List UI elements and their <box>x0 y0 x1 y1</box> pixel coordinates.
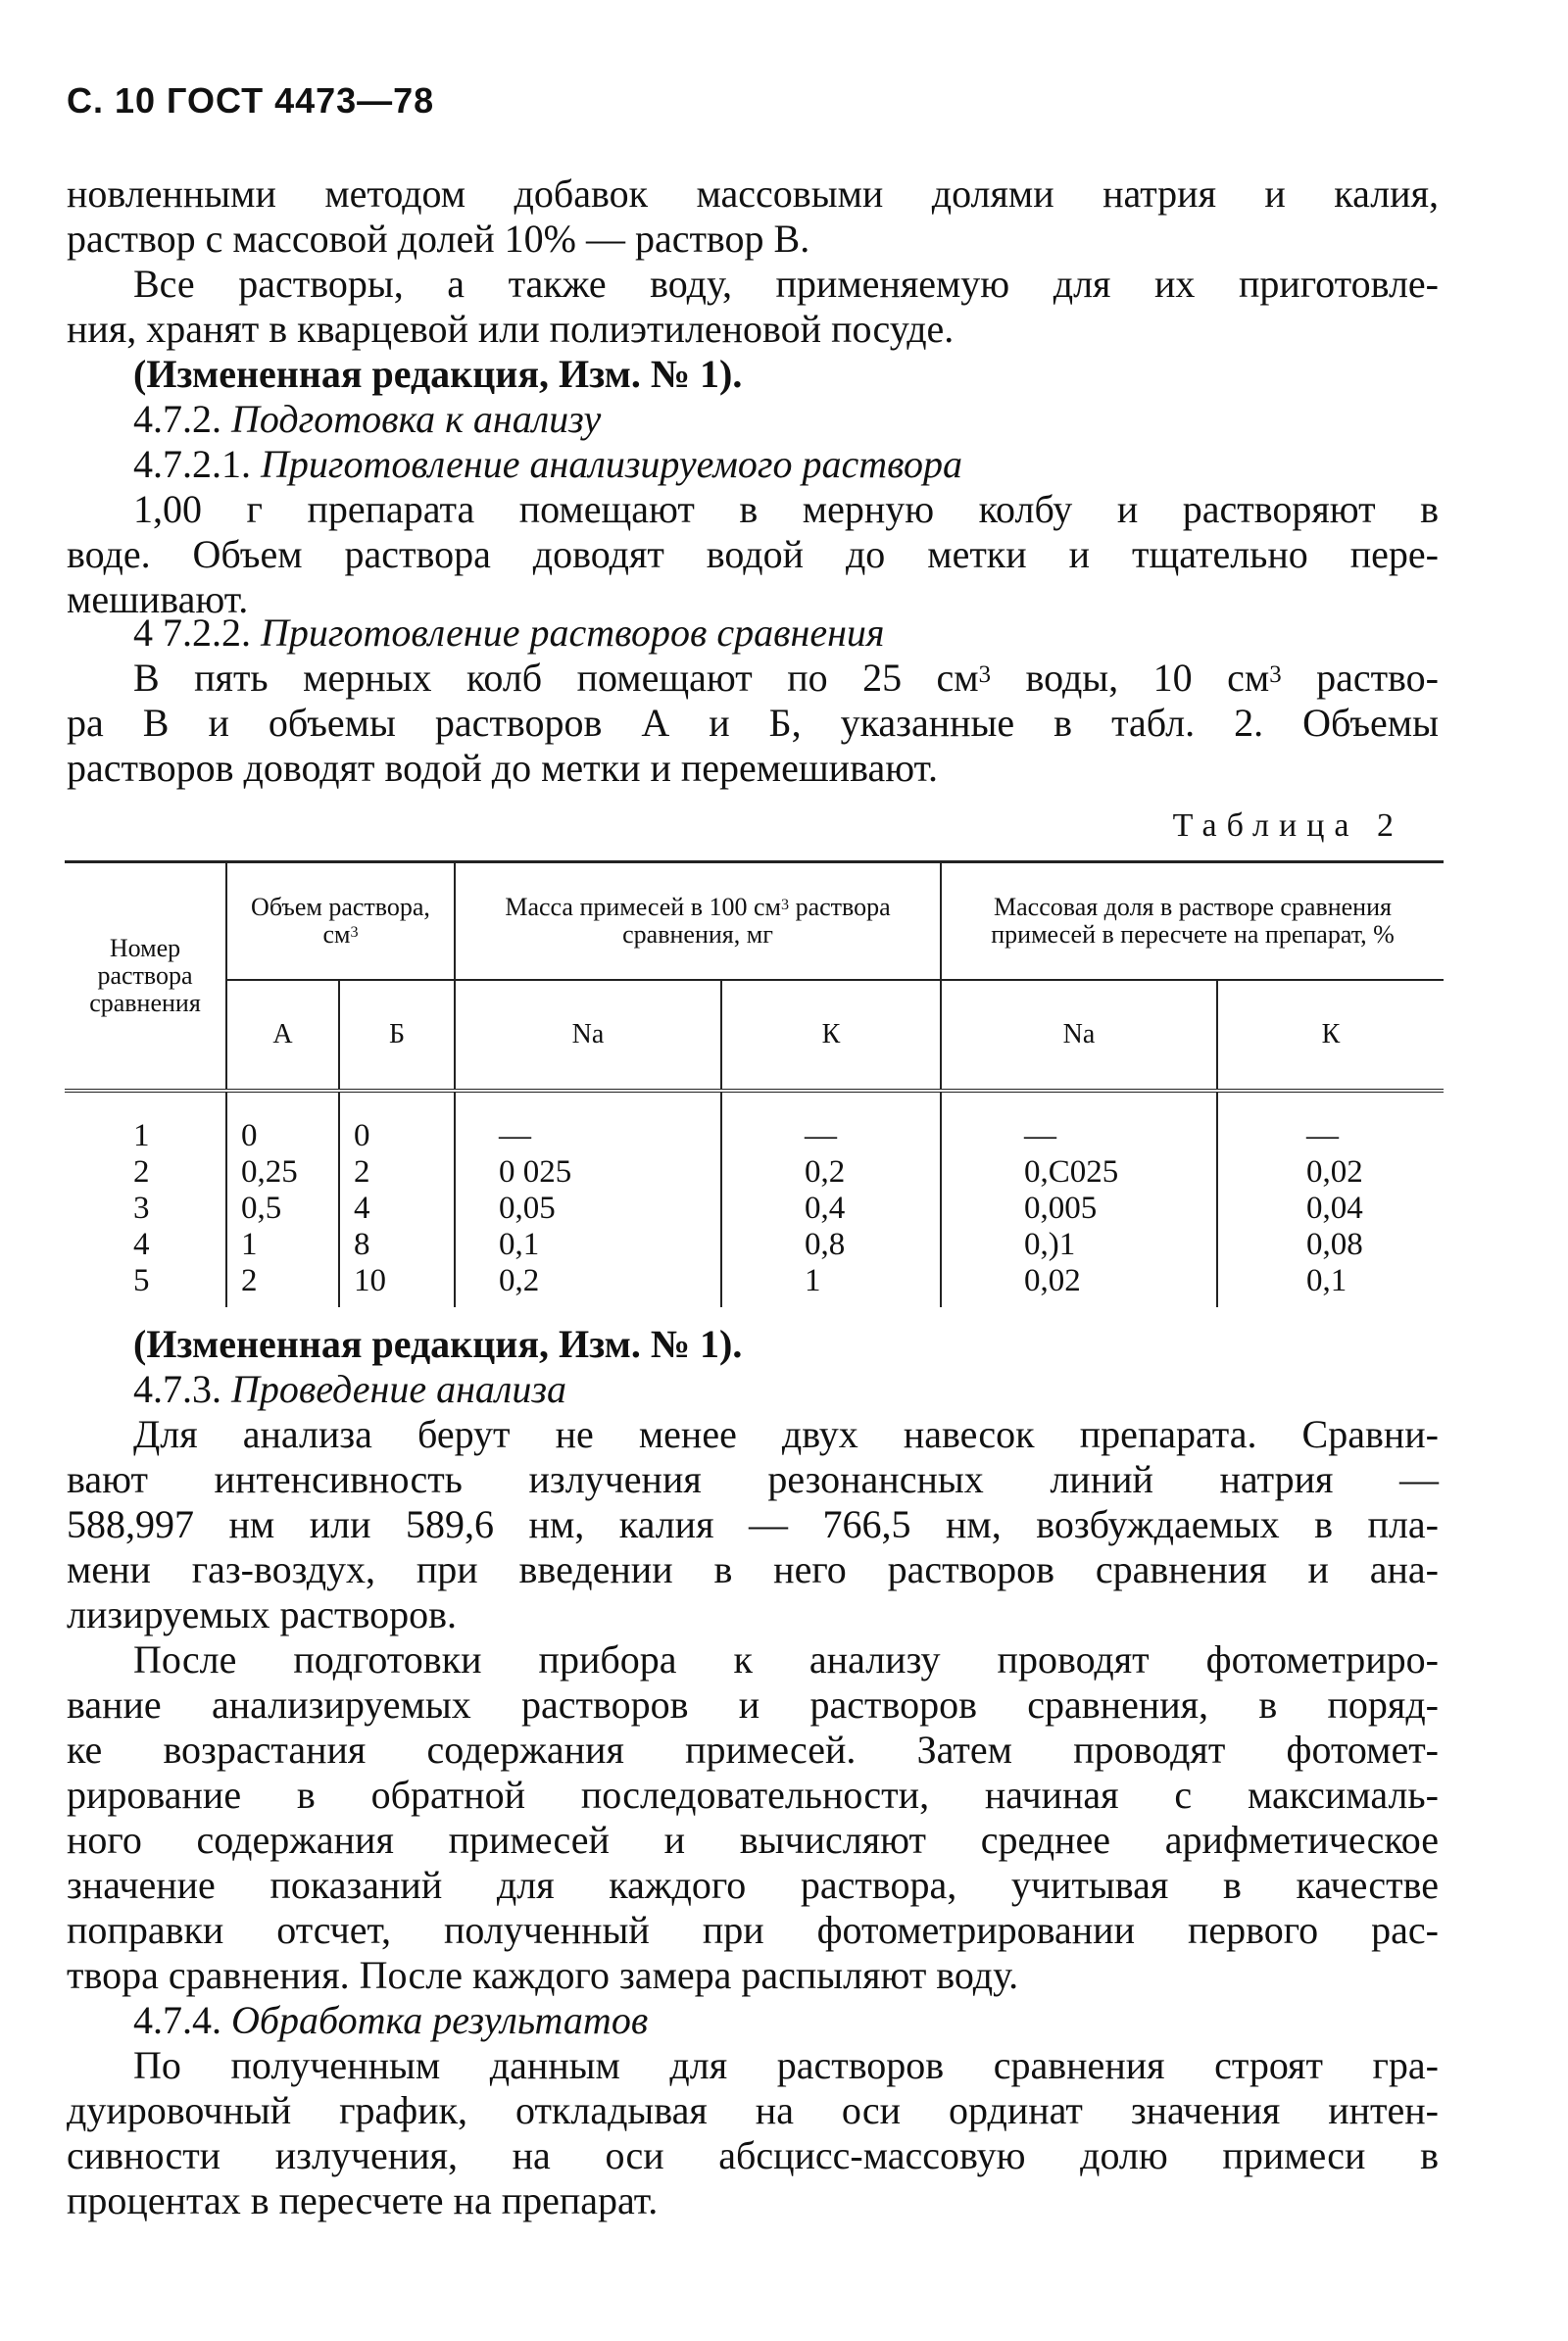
text-line: ния, хранят в кварцевой или полиэтиленовой посуде. <box>67 307 955 351</box>
text-line: воде. Объем раствора доводят водой до метки и тщательно пере- <box>67 532 1439 576</box>
table-caption: Таблица 2 <box>1172 807 1403 844</box>
text-line: ке возрастания содержания примесей. Затем проводят фотомет- <box>67 1728 1439 1772</box>
col-header-mass: Масса примесей в 100 $см^3$ раствора сравнения, мг <box>455 862 941 981</box>
text-line: мени газ-воздух, при введении в него растворов сравнения и ана- <box>67 1547 1439 1591</box>
table-row: 4 1 8 0,1 0,8 0,)1 0,08 <box>65 1227 1444 1263</box>
section-title: Проведение анализа <box>231 1367 566 1411</box>
table-row: 3 0,5 4 0,05 0,4 0,005 0,04 <box>65 1191 1444 1227</box>
section-heading-4-7-2 <box>133 398 1439 441</box>
section-title: Обработка результатов <box>231 1998 649 2042</box>
table-row: 5 2 10 0,2 1 0,02 0,1 <box>65 1263 1444 1307</box>
text-line: В пять мерных колб помещают по 25 $см^3$ воды, 10 $см^3$ раство- <box>133 656 1439 700</box>
section-number: 4.7.4. <box>133 1998 221 2042</box>
text-line: По полученным данным для растворов сравнения строят гра- <box>133 2043 1439 2087</box>
sub-header-k: К <box>1217 980 1444 1091</box>
section-heading-4-7-2-2 <box>133 611 1439 655</box>
section-title: Приготовление анализируемого раствора <box>261 442 963 486</box>
page-header: С. 10 ГОСТ 4473—78 <box>67 80 435 121</box>
text-line: поправки отсчет, полученный при фотометрировании первого рас- <box>67 1908 1439 1952</box>
sub-header-b: Б <box>339 980 455 1091</box>
text-line: новленными методом добавок массовыми долями натрия и калия, <box>67 171 1439 216</box>
sub-header-na: Na <box>941 980 1217 1091</box>
text-line: ного содержания примесей и вычисляют среднее арифметическое <box>67 1818 1439 1862</box>
section-title: Приготовление растворов сравнения <box>261 610 885 655</box>
text-line: твора сравнения. После каждого замера распыляют воду. <box>67 1953 1019 1997</box>
amendment-note: (Измененная редакция, Изм. № 1). <box>133 1322 743 1366</box>
col-header-number: Номер раствора сравнения <box>65 862 226 1092</box>
text-line: растворов доводят водой до метки и перемешивают. <box>67 746 939 790</box>
text-line: мешивают. <box>67 577 249 621</box>
section-number: 4.7.2. <box>133 397 221 441</box>
col-header-fraction: Массовая доля в растворе сравнения примесей в пересчете на препарат, % <box>941 862 1444 981</box>
table-row: 1 0 0 — — — — <box>65 1091 1444 1154</box>
text-line: дуировочный график, откладывая на оси ординат значения интен- <box>67 2088 1439 2132</box>
section-title: Подготовка к анализу <box>231 397 602 441</box>
text-line: рирование в обратной последовательности, начиная с максималь- <box>67 1773 1439 1817</box>
sub-header-a: А <box>226 980 339 1091</box>
table-row: 2 0,25 2 0 025 0,2 0,С025 0,02 <box>65 1154 1444 1191</box>
col-header-volume: Объем раствора, $см^3$ <box>226 862 455 981</box>
text-line: вание анализируемых растворов и растворов сравнения, в поряд- <box>67 1683 1439 1727</box>
text-line: процентах в пересчете на препарат. <box>67 2178 659 2222</box>
sub-header-na: Na <box>455 980 721 1091</box>
text-line: Для анализа берут не менее двух навесок препарата. Сравни- <box>133 1412 1439 1456</box>
sub-header-k: К <box>721 980 941 1091</box>
text-line: вают интенсивность излучения резонансных линий натрия — <box>67 1457 1439 1501</box>
section-heading-4-7-2-1 <box>133 443 1439 486</box>
text-line: 1,00 г препарата помещают в мерную колбу и растворяют в <box>133 487 1439 531</box>
text-line: ра В и объемы растворов А и Б, указанные в табл. 2. Объемы <box>67 701 1439 745</box>
text-line: лизируемых растворов. <box>67 1592 457 1636</box>
section-heading-4-7-3 <box>133 1368 1439 1411</box>
text-line: сивности излучения, на оси абсцисс-массовую долю примеси в <box>67 2133 1439 2177</box>
data-table <box>65 860 1444 1307</box>
section-number: 4 7.2.2. <box>133 610 251 655</box>
section-heading-4-7-4 <box>133 1999 1439 2042</box>
text-line: 588,997 нм или 589,6 нм, калия — 766,5 нм, возбуждаемых в пла- <box>67 1502 1439 1546</box>
text-line: значение показаний для каждого раствора, учитывая в качестве <box>67 1863 1439 1907</box>
text-line: После подготовки прибора к анализу проводят фотометриро- <box>133 1637 1439 1682</box>
section-number: 4.7.2.1. <box>133 442 251 486</box>
section-number: 4.7.3. <box>133 1367 221 1411</box>
text-line: раствор с массовой долей 10% — раствор В. <box>67 217 810 261</box>
text-line: Все растворы, а также воду, применяемую для их приготовле- <box>133 262 1439 306</box>
amendment-note: (Измененная редакция, Изм. № 1). <box>133 352 743 396</box>
